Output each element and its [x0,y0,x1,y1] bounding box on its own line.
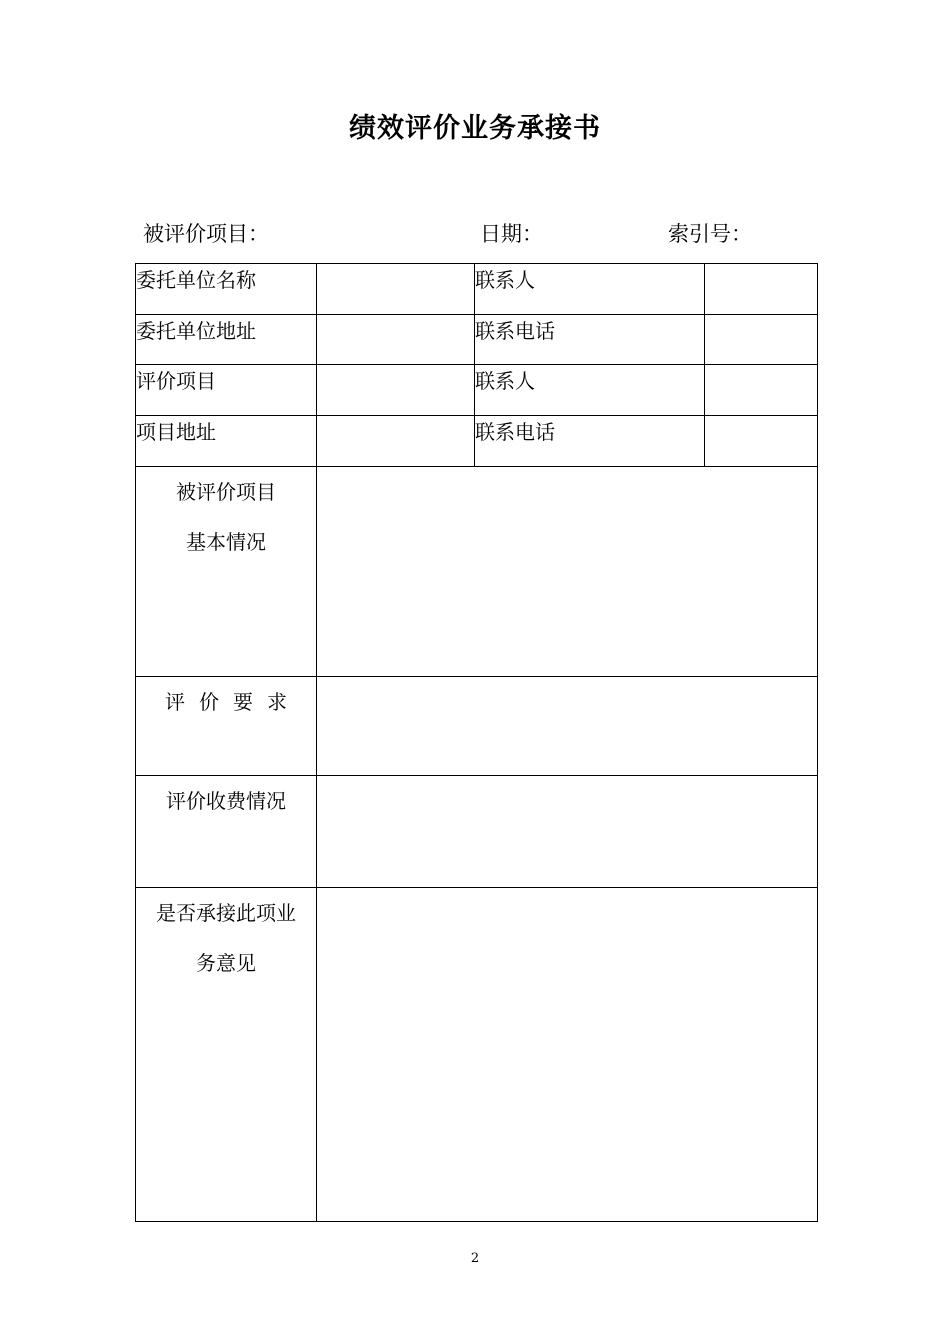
evaluation-project-label: 评价项目 [136,365,317,416]
table-row [136,416,818,467]
table-row [136,315,818,365]
client-name-value[interactable] [317,264,475,315]
table-row [136,888,818,1222]
contact-phone-label: 联系电话 [475,315,705,365]
requirements-value[interactable] [317,677,818,776]
basic-info-label [136,467,317,677]
date-label: 日期： [480,222,543,246]
fees-value[interactable] [317,776,818,888]
table-row [136,365,818,416]
table-row [136,264,818,315]
evaluated-project-label: 被评价项目： [143,222,269,246]
contact-phone-value[interactable] [705,315,818,365]
fees-label: 评价收费情况 [136,776,317,888]
project-contact-phone-label: 联系电话 [475,416,705,467]
client-address-value[interactable] [317,315,475,365]
engagement-form-table [135,263,818,1222]
requirements-label [136,677,317,776]
project-address-value[interactable] [317,416,475,467]
evaluation-project-value[interactable] [317,365,475,416]
client-address-label: 委托单位地址 [136,315,317,365]
contact-person-label: 联系人 [475,264,705,315]
table-row [136,677,818,776]
opinion-label-line2: 务意见 [196,951,256,975]
document-title: 绩效评价业务承接书 [349,113,601,144]
contact-person-value[interactable] [705,264,818,315]
basic-info-label-line1: 被评价项目 [176,480,276,504]
requirements-label-text: 评价要求 [165,690,301,714]
project-contact-person-value[interactable] [705,365,818,416]
page-number: 2 [470,1251,480,1266]
project-contact-phone-value[interactable] [705,416,818,467]
project-address-label: 项目地址 [136,416,317,467]
basic-info-label-line2: 基本情况 [186,530,266,554]
opinion-label [136,888,317,1222]
index-number-label: 索引号： [668,222,752,246]
table-row [136,776,818,888]
opinion-label-line1: 是否承接此项业 [156,901,296,925]
table-row [136,467,818,677]
project-contact-person-label: 联系人 [475,365,705,416]
client-name-label: 委托单位名称 [136,264,317,315]
opinion-value[interactable] [317,888,818,1222]
basic-info-value[interactable] [317,467,818,677]
